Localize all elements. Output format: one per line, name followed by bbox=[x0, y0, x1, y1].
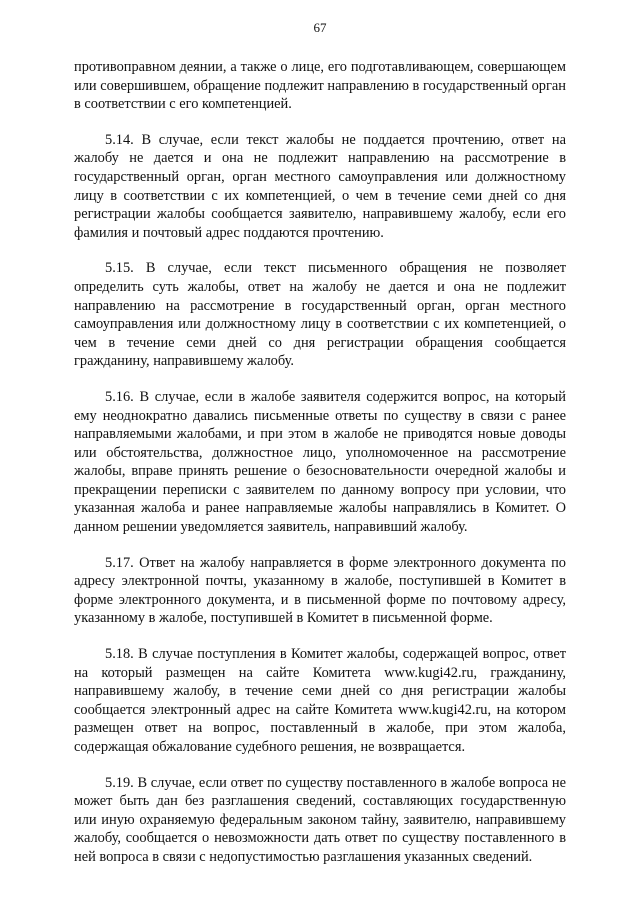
paragraph-5-17: 5.17. Ответ на жалобу направляется в форме электронного документа по адресу электронной почты, указанному в жалобе, поступившей в Комитет в форме электронного документа, и в письменной форме по почтовому адресу, указанному в жалобе, поступившей в Комитет в письменной форме. bbox=[74, 554, 566, 627]
paragraph-continuation: противоправном деянии, а также о лице, его подготавливающем, совершающем или совершившем, обращение подлежит направлению в государственный орган в соответствии с его компетенцией. bbox=[74, 59, 566, 113]
paragraph-5-16: 5.16. В случае, если в жалобе заявителя содержится вопрос, на который ему неоднократно давались письменные ответы по существу в связи с ранее направляемыми жалобами, и при этом в жалобе не приводятся новые доводы или обстоятельства, должностное лицо, уполномоченное на рассмотрение жалобы, вправе принять решение о безосновательности очередной жалобы и прекращении переписки с заявителем по данному вопросу при условии, что указанная жалоба и ранее направляемые жалобы направлялись в Комитет. О данном решении уведомляется заявитель, направивший жалобу. bbox=[74, 388, 566, 536]
document-page bbox=[74, 20, 566, 884]
paragraph-5-15: 5.15. В случае, если текст письменного обращения не позволяет определить суть жалобы, ответ на жалобу не дается и она не подлежит направлению на рассмотрение в государственный орган, орган местного самоуправления или должностному лицу в соответствии с их компетенцией, о чем в течение семи дней со дня регистрации обращения сообщается гражданину, направившему жалобу. bbox=[74, 260, 566, 370]
paragraph-5-18: 5.18. В случае поступления в Комитет жалобы, содержащей вопрос, ответ на который размещен на сайте Комитета www.kugi42.ru, гражданину, направившему жалобу, в течение семи дней со дня регистрации жалобы сообщается электронный адрес на сайте Комитета www.kugi42.ru, на котором размещен ответ на вопрос, поставленный в жалобе, при этом жалоба, содержащая обжалование судебного решения, не возвращается. bbox=[74, 646, 566, 755]
page-number: 67 bbox=[313, 20, 327, 35]
paragraph-5-19: 5.19. В случае, если ответ по существу поставленного в жалобе вопроса не может быть дан без разглашения сведений, составляющих государственную или иную охраняемую федеральным законом тайну, заявителю, направившему жалобу, сообщается о невозможности дать ответ по существу поставленного в ней вопроса в связи с недопустимостью разглашения указанных сведений. bbox=[74, 774, 566, 865]
paragraph-5-14: 5.14. В случае, если текст жалобы не поддается прочтению, ответ на жалобу не дается и она не подлежит направлению на рассмотрение в государственный орган, орган местного самоуправления или должностному лицу в соответствии с их компетенцией, о чем в течение семи дней со дня регистрации жалобы сообщается заявителю, направившему жалобу, если его фамилия и почтовый адрес поддаются прочтению. bbox=[74, 131, 566, 241]
